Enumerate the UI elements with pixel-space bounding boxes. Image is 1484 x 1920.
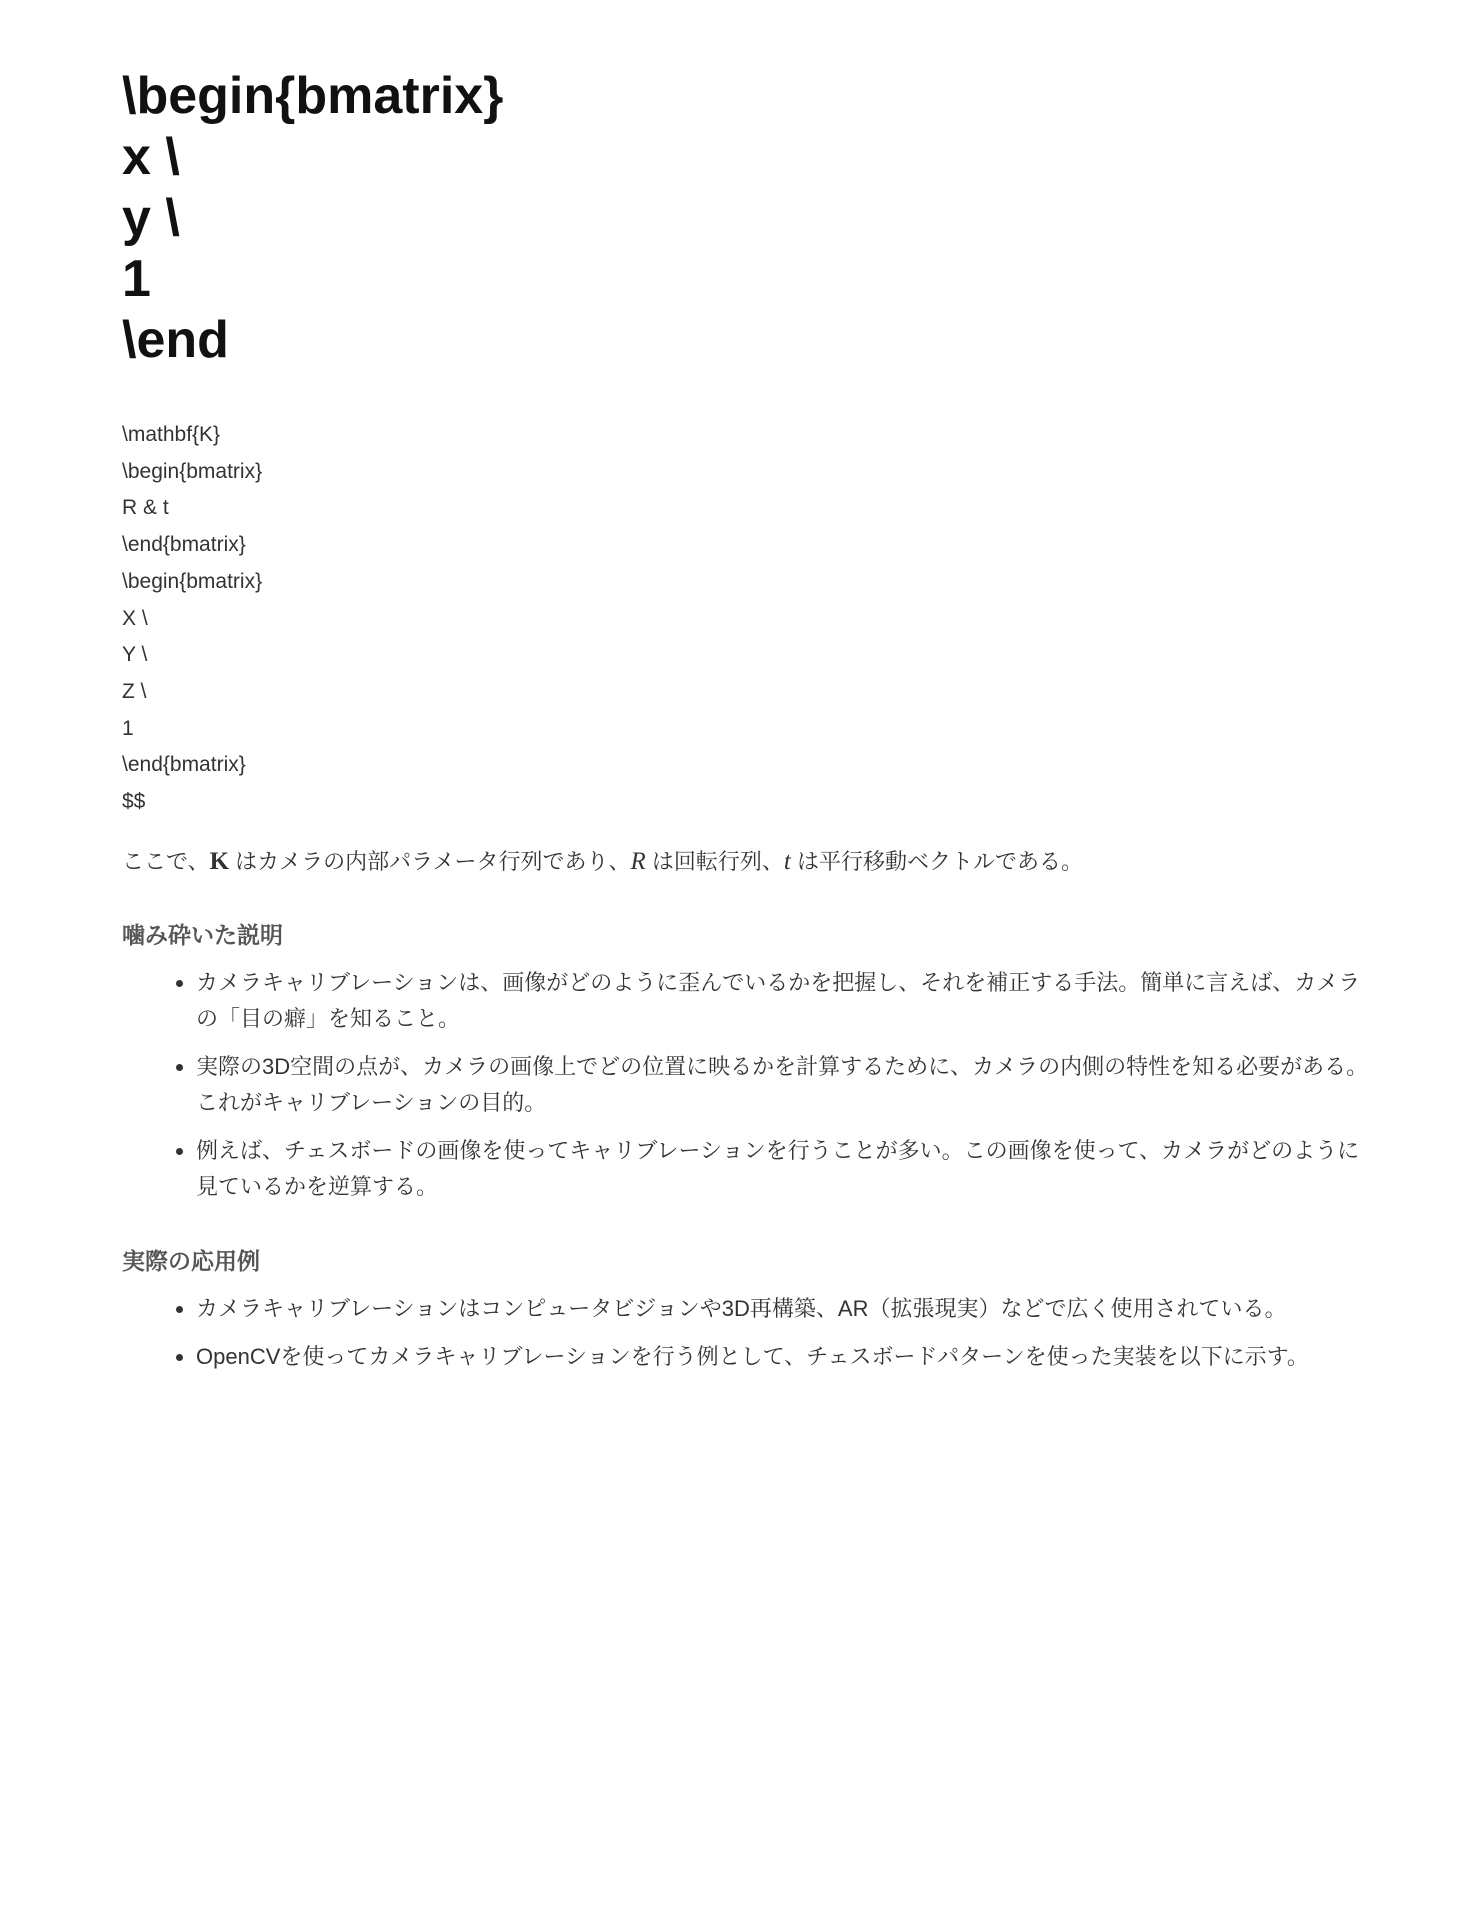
list-item: カメラキャリブレーションはコンピュータビジョンや3D再構築、AR（拡張現実）などで広く使用されている。	[196, 1291, 1372, 1327]
latex-line: \end{bmatrix}	[122, 533, 246, 557]
latex-line: R & t	[122, 496, 169, 520]
list-item: 例えば、チェスボードの画像を使ってキャリブレーションを行うことが多い。この画像を使って、カメラがどのように見ているかを逆算する。	[196, 1133, 1372, 1205]
latex-line: $$	[122, 790, 146, 814]
latex-line: X \	[122, 606, 148, 630]
document-page	[122, 66, 1372, 1387]
applications-list	[122, 1291, 1372, 1375]
paragraph-text: はカメラの内部パラメータ行列であり、	[229, 848, 631, 874]
section-heading-explanation: 噛み砕いた説明	[122, 921, 283, 948]
list-item: カメラキャリブレーションは、画像がどのように歪んでいるかを把握し、それを補正する手法。簡単に言えば、カメラの「目の癖」を知ること。	[196, 965, 1372, 1037]
latex-line: \mathbf{K}	[122, 423, 221, 446]
latex-line: \end{bmatrix}	[122, 753, 246, 777]
math-symbol-t: t	[783, 847, 791, 875]
heading-line: \end	[122, 311, 229, 369]
latex-line: Z \	[122, 679, 147, 703]
matrix-heading	[122, 66, 1372, 371]
heading-line: y \	[122, 189, 180, 247]
heading-line: x \	[122, 128, 180, 186]
math-symbol-k: K	[209, 847, 230, 875]
list-item: OpenCVを使ってカメラキャリブレーションを行う例として、チェスボードパターンを使った実装を以下に示す。	[196, 1339, 1372, 1375]
latex-line: \begin{bmatrix}	[122, 459, 263, 483]
math-symbol-r: R	[630, 847, 646, 875]
paragraph-text: ここで、	[122, 848, 210, 874]
explanation-list	[122, 965, 1372, 1205]
latex-line: 1	[122, 716, 134, 740]
heading-line: \begin{bmatrix}	[122, 67, 504, 125]
latex-line: \begin{bmatrix}	[122, 569, 263, 593]
paragraph-text: は回転行列、	[645, 848, 784, 874]
section-heading-applications: 実際の応用例	[122, 1247, 260, 1274]
heading-line: 1	[122, 250, 151, 308]
latex-source-block	[122, 417, 1372, 821]
paragraph-text: は平行移動ベクトルである。	[790, 848, 1083, 874]
list-item: 実際の3D空間の点が、カメラの画像上でどの位置に映るかを計算するために、カメラの内側の特性を知る必要がある。これがキャリブレーションの目的。	[196, 1049, 1372, 1121]
explanation-paragraph	[122, 845, 1372, 879]
latex-line: Y \	[122, 643, 148, 667]
